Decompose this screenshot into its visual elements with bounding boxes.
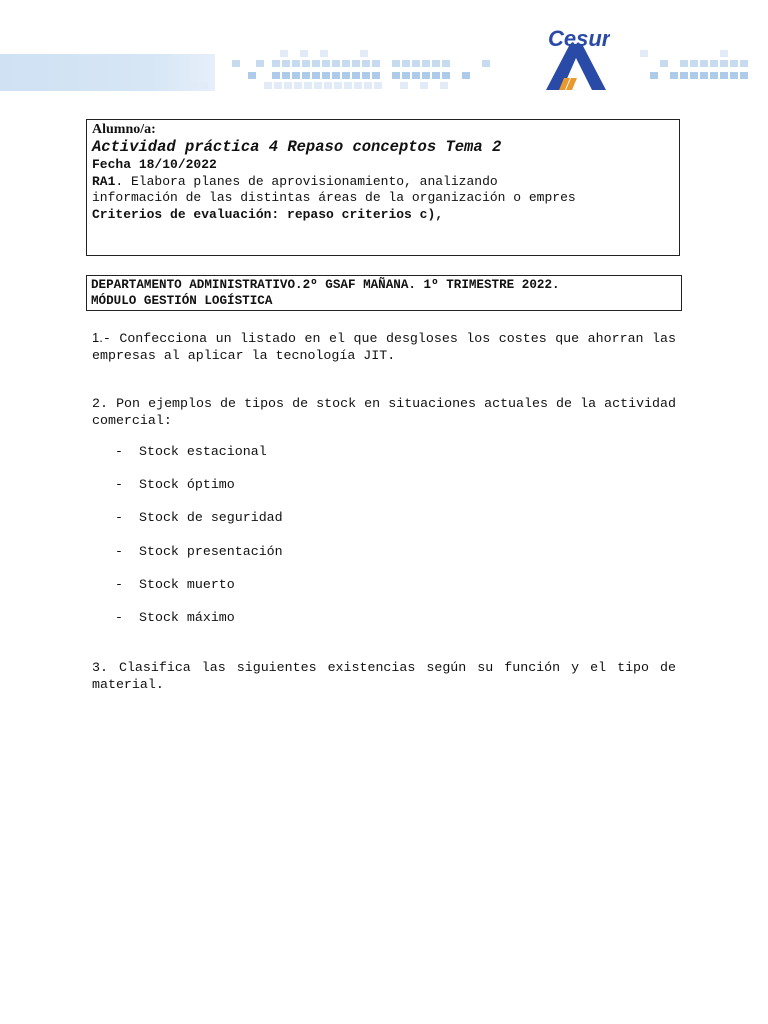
banner-square <box>352 60 360 67</box>
banner-square <box>670 72 678 79</box>
banner-square <box>200 82 208 89</box>
banner-square <box>302 60 310 67</box>
banner-square <box>354 82 362 89</box>
department-box <box>86 275 682 311</box>
banner-square <box>660 60 668 67</box>
banner-square <box>294 82 302 89</box>
banner-square <box>302 72 310 79</box>
banner-square <box>650 72 658 79</box>
question-3: 3. Clasifica las siguientes existencias según su función y el tipo de material. <box>92 660 676 692</box>
banner-square <box>292 72 300 79</box>
banner-square <box>690 60 698 67</box>
date-label: Fecha <box>92 157 132 172</box>
banner-square <box>442 72 450 79</box>
banner-square <box>392 60 400 67</box>
banner-square <box>680 72 688 79</box>
banner-square <box>334 82 342 89</box>
criteria-line: Criterios de evaluación: repaso criterios c), <box>92 206 444 222</box>
banner-square <box>690 72 698 79</box>
banner-square <box>320 50 328 57</box>
banner-square <box>372 72 380 79</box>
banner-square <box>264 82 272 89</box>
banner-square <box>412 60 420 67</box>
banner-square <box>362 60 370 67</box>
banner-square <box>364 82 372 89</box>
banner-square <box>710 72 718 79</box>
banner-square <box>720 60 728 67</box>
banner-square <box>274 82 282 89</box>
banner-square <box>248 72 256 79</box>
list-item: - Stock muerto <box>115 576 235 592</box>
banner-square <box>280 50 288 57</box>
question-2: 2. Pon ejemplos de tipos de stock en situaciones actuales de la actividad comercial: <box>92 396 676 428</box>
banner-square <box>720 50 728 57</box>
logo-text: Cesur <box>548 26 610 51</box>
banner-square <box>332 72 340 79</box>
banner-square <box>312 60 320 67</box>
banner-square <box>720 72 728 79</box>
banner-square <box>374 82 382 89</box>
banner-square <box>442 60 450 67</box>
list-item: - Stock óptimo <box>115 477 235 493</box>
banner-square <box>344 82 352 89</box>
activity-info-box <box>86 119 680 256</box>
banner-square <box>312 72 320 79</box>
banner-square <box>360 50 368 57</box>
banner-square <box>342 72 350 79</box>
banner-square <box>422 72 430 79</box>
banner-square <box>730 72 738 79</box>
banner-square <box>324 82 332 89</box>
question-1-number: 1. <box>92 330 103 345</box>
ra-label: RA1 <box>92 173 116 189</box>
banner-square <box>272 72 280 79</box>
banner-square <box>282 72 290 79</box>
banner-square <box>352 72 360 79</box>
stock-types-list <box>115 443 283 642</box>
banner-band <box>0 54 215 91</box>
banner-square <box>432 72 440 79</box>
banner-square <box>292 60 300 67</box>
banner-square <box>342 60 350 67</box>
banner-square <box>322 60 330 67</box>
question-1-text: - Confecciona un listado en el que desgloses los costes que ahorran las empresas al aplicar la tecnología JIT. <box>92 331 676 363</box>
ra-text-continued: información de las distintas áreas de la organización o empres <box>92 190 576 205</box>
banner-square <box>440 82 448 89</box>
banner-square <box>710 60 718 67</box>
banner-square <box>640 50 648 57</box>
banner-square <box>680 60 688 67</box>
banner-square <box>362 72 370 79</box>
question-1 <box>92 329 676 364</box>
ra-line <box>92 174 679 191</box>
banner-square <box>412 72 420 79</box>
banner-square <box>300 50 308 57</box>
student-label: Alumno/a: <box>92 122 156 137</box>
department-line-1: DEPARTAMENTO ADMINISTRATIVO.2º GSAF MAÑANA. 1º TRIMESTRE 2022. <box>91 278 560 292</box>
banner-square <box>284 82 292 89</box>
list-item: - Stock presentación <box>115 543 283 559</box>
ra-text: . Elabora planes de aprovisionamiento, analizando <box>115 173 498 189</box>
date-value: 18/10/2022 <box>138 157 217 172</box>
banner-square <box>700 72 708 79</box>
banner-square <box>392 72 400 79</box>
department-line-2: MÓDULO GESTIÓN LOGÍSTICA <box>91 294 273 308</box>
banner-square <box>256 60 264 67</box>
banner-square <box>730 60 738 67</box>
banner-square <box>740 72 748 79</box>
banner-square <box>322 72 330 79</box>
list-item: - Stock de seguridad <box>115 510 283 526</box>
banner-square <box>282 60 290 67</box>
banner-square <box>402 72 410 79</box>
banner-square <box>314 82 322 89</box>
date-line <box>92 157 679 174</box>
banner-square <box>332 60 340 67</box>
banner-square <box>272 60 280 67</box>
header-banner <box>0 0 768 100</box>
banner-square <box>420 82 428 89</box>
banner-square <box>482 60 490 67</box>
banner-square <box>432 60 440 67</box>
banner-square <box>304 82 312 89</box>
banner-square <box>190 82 198 89</box>
list-item: - Stock estacional <box>115 444 267 459</box>
banner-square <box>740 60 748 67</box>
banner-square <box>422 60 430 67</box>
banner-square <box>462 72 470 79</box>
banner-square <box>232 60 240 67</box>
list-item: - Stock máximo <box>115 609 235 625</box>
banner-square <box>372 60 380 67</box>
banner-square <box>400 82 408 89</box>
banner-square <box>402 60 410 67</box>
cesur-logo <box>540 22 610 94</box>
activity-title: Actividad práctica 4 Repaso conceptos Tema 2 <box>92 138 502 156</box>
banner-square <box>700 60 708 67</box>
